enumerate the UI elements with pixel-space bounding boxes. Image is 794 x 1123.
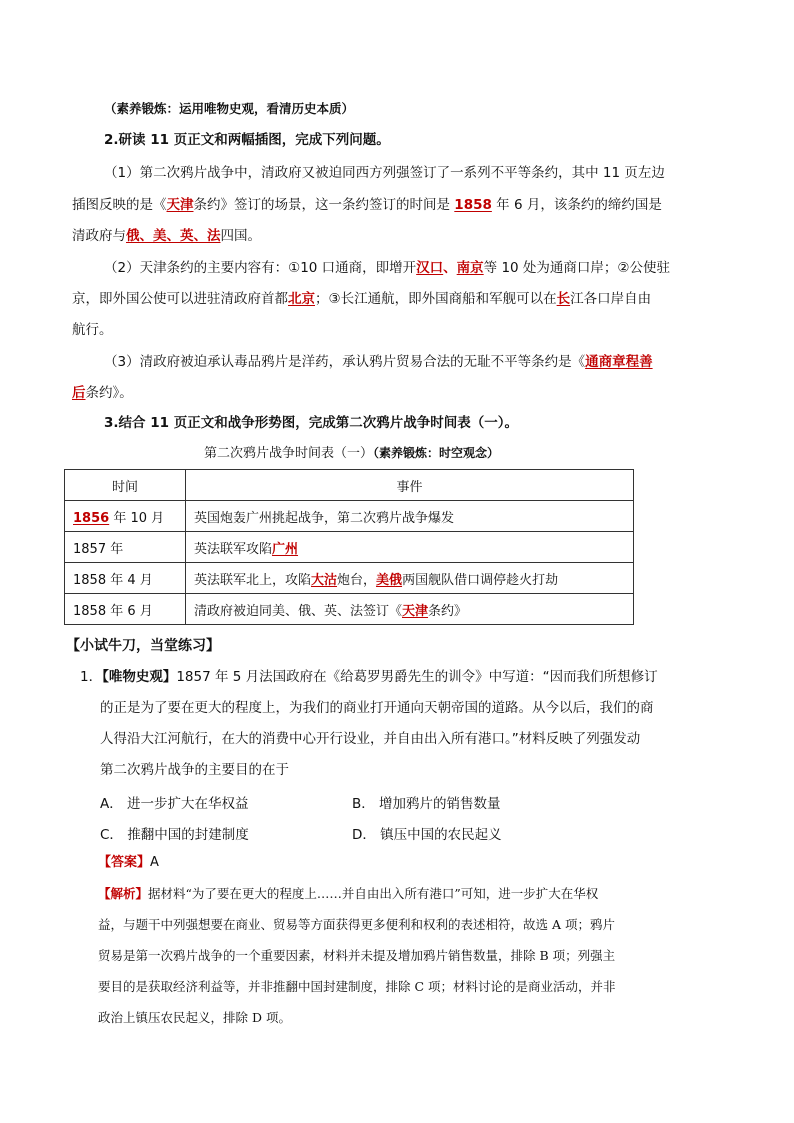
row-event: 英法联军攻陷广州	[186, 532, 634, 563]
timeline-table	[64, 469, 634, 625]
row-event: 英国炮轰广州挑起战争，第二次鸦片战争爆发	[186, 501, 634, 532]
answer-line	[98, 853, 159, 873]
answer-value: A	[150, 855, 159, 870]
answer-blank: 1856	[73, 510, 110, 526]
section-note: （素养锻炼：运用唯物史观，看清历史本质）	[104, 101, 355, 116]
q2-p1-line3: 清政府与俄、美、英、法四国。	[72, 228, 261, 244]
row-event: 英法联军北上，攻陷大沽炮台，美俄两国舰队借口调停趁火打劫	[186, 563, 634, 594]
practice-q1-line1: 1．【唯物史观】1857 年 5 月法国政府在《给葛罗男爵先生的训令》中写道：“因而我们所想修订	[80, 669, 658, 685]
table-row	[65, 501, 634, 532]
answer-blank: 南京	[456, 260, 484, 276]
q2-p1-line1: （1）第二次鸦片战争中，清政府又被迫同西方列强签订了一系列不平等条约，其中 11 页左边	[104, 165, 665, 181]
table-caption-note: （素养锻炼：时空观念）	[373, 446, 500, 460]
option-b: B． 增加鸦片的销售数量	[352, 796, 501, 812]
analysis-line5: 政治上镇压农民起义，排除 D 项。	[98, 1010, 291, 1025]
answer-blank: 广州	[272, 541, 299, 557]
q2-p2-line3: 航行。	[72, 322, 113, 338]
answer-blank: 天津	[402, 603, 429, 619]
q2-p2-line1: （2）天津条约的主要内容有：①10 口通商，即增开汉口、南京等 10 处为通商口岸；②公使驻	[104, 260, 671, 276]
answer-blank: 汉口	[416, 260, 444, 276]
row-time: 1858 年 4 月	[65, 563, 186, 594]
practice-heading: 【小试牛刀，当堂练习】	[66, 638, 220, 654]
answer-blank: 俄、美、英、法	[126, 228, 221, 244]
answer-blank: 1858	[454, 197, 492, 213]
answer-blank: 美俄	[376, 572, 403, 588]
option-c: C． 推翻中国的封建制度	[100, 827, 249, 843]
table-row	[65, 594, 634, 625]
answer-blank: 北京	[288, 291, 315, 307]
table-header-row	[65, 470, 634, 501]
answer-blank: 后	[72, 385, 86, 401]
row-event: 清政府被迫同美、俄、英、法签订《天津条约》	[186, 594, 634, 625]
header-event: 事件	[186, 470, 634, 501]
analysis-line2: 益，与题干中列强想要在商业、贸易等方面获得更多便利和权利的表述相符，故选 A 项；鸦片	[98, 917, 615, 932]
analysis-line3: 贸易是第一次鸦片战争的一个重要因素，材料并未提及增加鸦片销售数量，排除 B 项；列强主	[98, 948, 616, 963]
row-time: 1856 年 10 月	[65, 501, 186, 532]
practice-q1-line4: 第二次鸦片战争的主要目的在于	[100, 762, 289, 778]
option-d: D． 镇压中国的农民起义	[352, 827, 502, 843]
option-a: A． 进一步扩大在华权益	[100, 796, 249, 812]
q2-p1-line2: 插图反映的是《天津条约》签订的场景，这一条约签订的时间是 1858 年 6 月，该条约的缔约国是	[72, 197, 662, 213]
q2-p2-line2: 京，即外国公使可以进驻清政府首都北京；③长江通航，即外国商船和军舰可以在长江各口岸自由	[72, 291, 652, 307]
table-row	[65, 532, 634, 563]
answer-blank: 长	[556, 291, 571, 307]
analysis-line1: 【解析】据材料“为了要在更大的程度上……并自由出入所有港口”可知，进一步扩大在华权	[98, 886, 599, 901]
question-tag: 【唯物史观】	[102, 669, 177, 685]
answer-blank: 通商章程善	[585, 354, 653, 370]
header-time: 时间	[65, 470, 186, 501]
answer-label: 【答案】	[98, 855, 151, 870]
q2-p3-line1: （3）清政府被迫承认毒品鸦片是洋药，承认鸦片贸易合法的无耻不平等条约是《通商章程善	[104, 354, 653, 370]
q2-p3-line2: 后条约》。	[72, 385, 133, 401]
answer-blank: 大沽	[311, 572, 338, 588]
table-caption: 第二次鸦片战争时间表（一）（素养锻炼：时空观念）	[204, 446, 500, 461]
row-time: 1858 年 6 月	[65, 594, 186, 625]
analysis-line4: 要目的是获取经济利益等，并非推翻中国封建制度，排除 C 项；材料讨论的是商业活动，并非	[98, 979, 616, 994]
row-time: 1857 年	[65, 532, 186, 563]
question-3-title: 3.结合 11 页正文和战争形势图，完成第二次鸦片战争时间表（一）。	[104, 415, 518, 431]
practice-q1-line3: 人得沿大江河航行，在大的消费中心开行设业，并自由出入所有港口。”材料反映了列强发动	[100, 731, 641, 747]
table-row	[65, 563, 634, 594]
practice-q1-line2: 的正是为了要在更大的程度上，为我们的商业打开通向天朝帝国的道路。从今以后，我们的商	[100, 700, 654, 716]
answer-blank: 天津	[166, 197, 194, 213]
question-2-title: 2.研读 11 页正文和两幅插图，完成下列问题。	[104, 132, 390, 148]
analysis-label: 【解析】	[98, 886, 149, 901]
